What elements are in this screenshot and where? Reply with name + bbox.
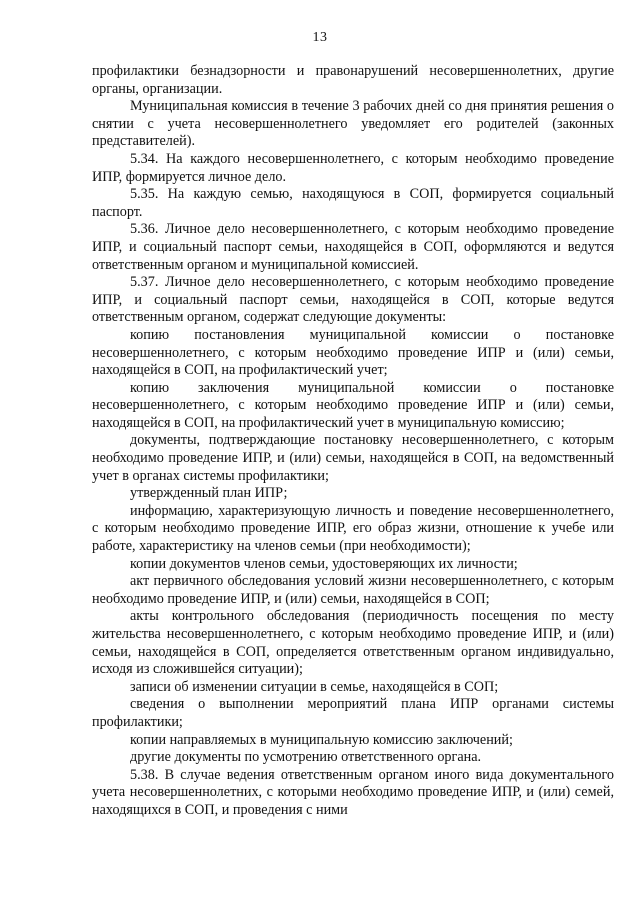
clause-5-35: 5.35. На каждую семью, находящуюся в СОП, формируется социальный паспорт. bbox=[92, 186, 614, 220]
list-item: записи об изменении ситуации в семье, находящейся в СОП; bbox=[130, 678, 499, 695]
clause-5-38: 5.38. В случае ведения ответственным органом иного вида документального учета несовершеннолетних, с которыми необходимо проведение ИПР, и (или) семей, находящихся в СОП, и проведения с ними bbox=[92, 766, 614, 818]
clause-5-36: 5.36. Личное дело несовершеннолетнего, с которым необходимо проведение ИПР, и социальный паспорт семьи, находящейся в СОП, оформляются и ведутся ответственным органом и муниципальной комиссией. bbox=[92, 221, 614, 273]
list-item: акт первичного обследования условий жизни несовершеннолетнего, с которым необходимо проведение ИПР, и (или) семьи, находящейся в СОП; bbox=[92, 573, 614, 607]
page-number: 13 bbox=[312, 30, 328, 45]
clause-5-37: 5.37. Личное дело несовершеннолетнего, с которым необходимо проведение ИПР, и социальный паспорт семьи, находящейся в СОП, которые ведутся ответственным органом, содержат следующие документы: bbox=[92, 274, 614, 326]
list-item: акты контрольного обследования (периодичность посещения по месту жительства несовершеннолетнего, с которым необходимо проведение ИПР, и (или) семьи, находящейся в СОП, определяется ответственным органом индивидуально, исходя из сложившейся ситуации); bbox=[92, 608, 614, 678]
list-item: копии направляемых в муниципальную комиссию заключений; bbox=[130, 731, 513, 748]
list-item: сведения о выполнении мероприятий плана ИПР органами системы профилактики; bbox=[92, 696, 614, 730]
paragraph-continuation: профилактики безнадзорности и правонарушений несовершеннолетних, другие органы, организации. bbox=[92, 63, 614, 97]
list-item: копии документов членов семьи, удостоверяющих их личности; bbox=[130, 555, 518, 572]
document-body bbox=[92, 63, 614, 820]
list-item: копию заключения муниципальной комиссии о постановке несовершеннолетнего, с которым необходимо проведение ИПР и (или) семьи, находящейся в СОП, на профилактический учет в муниципальную комиссию; bbox=[92, 379, 614, 431]
list-item: утвержденный план ИПР; bbox=[130, 485, 288, 502]
clause-5-34: 5.34. На каждого несовершеннолетнего, с которым необходимо проведение ИПР, формируется личное дело. bbox=[92, 150, 614, 185]
list-item: другие документы по усмотрению ответственного органа. bbox=[130, 749, 482, 766]
list-item: информацию, характеризующую личность и поведение несовершеннолетнего, с которым необходимо проведение ИПР, его образ жизни, отношение к учебе или работе, характеристику на членов семьи (при необходимости); bbox=[92, 502, 614, 555]
list-item: копию постановления муниципальной комиссии о постановке несовершеннолетнего, с которым необходимо проведение ИПР и (или) семьи, находящейся в СОП, на профилактический учет; bbox=[92, 326, 614, 379]
list-item: документы, подтверждающие постановку несовершеннолетнего, с которым необходимо проведение ИПР, и (или) семьи, находящейся в СОП, на ведомственный учет в органах системы профилактики; bbox=[92, 432, 614, 484]
paragraph-notification: Муниципальная комиссия в течение 3 рабочих дней со дня принятия решения о снятии с учета несовершеннолетнего уведомляет его родителей (законных представителей). bbox=[92, 98, 614, 150]
